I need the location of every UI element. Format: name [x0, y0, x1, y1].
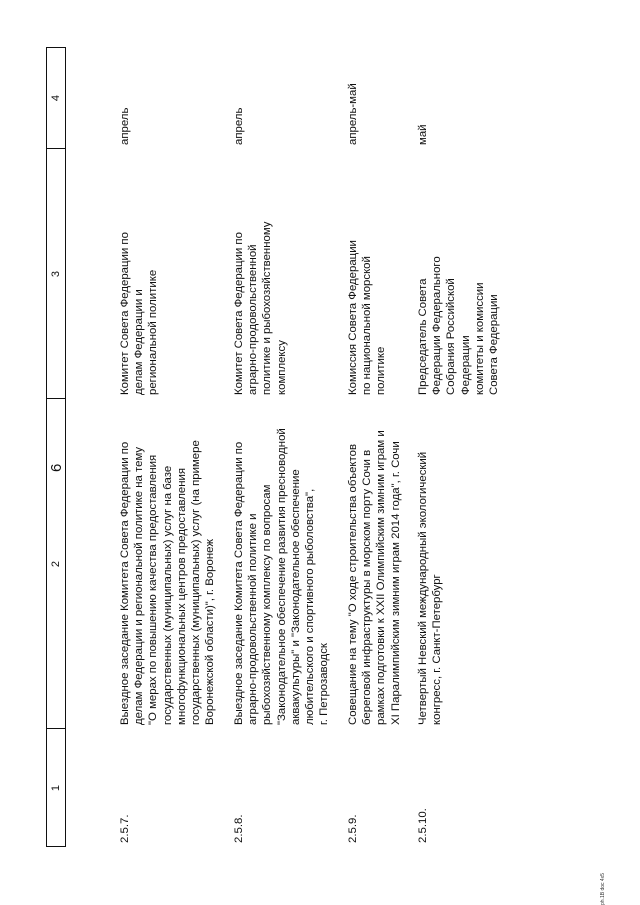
event-line: Четвертый Невский международный экологический — [417, 451, 429, 725]
event-line: многофункциональных центров предоставления — [175, 467, 188, 725]
event-line: аграрно-продовольственной политике и — [247, 513, 260, 725]
event-line: Совещание на тему "О ходе строительства объектов — [347, 443, 359, 725]
responsible-line: делам Федерации и — [133, 289, 146, 395]
responsible-line: региональной политике — [147, 269, 160, 395]
header-col-2: 2 — [50, 560, 62, 568]
responsible-line: комплексу — [275, 340, 288, 395]
header-col-4: 4 — [50, 94, 62, 102]
responsible-cell — [232, 180, 289, 395]
date-cell: май — [417, 124, 429, 145]
responsible-line: аграрно-продовольственной — [247, 244, 260, 395]
responsible-line: Федерации — [459, 335, 472, 395]
event-line: конгресс, г. Санкт-Петербург — [431, 574, 444, 725]
event-line: делам Федерации и региональной политике на тему — [133, 446, 146, 725]
responsible-line: Федерации Федерального — [431, 256, 444, 395]
row-number: 2.5.8. — [233, 814, 245, 843]
event-line: Выездное заседание Комитета Совета Федерации по — [119, 441, 131, 725]
event-line: "О мерах по повышению качества предоставления — [147, 454, 160, 725]
responsible-line: Комитет Совета Федерации по — [119, 232, 131, 395]
date-cell: апрель-май — [347, 83, 359, 145]
responsible-line: политике и рыбохозяйственному — [261, 221, 274, 395]
date-cell: апрель — [119, 107, 131, 145]
row-number: 2.5.9. — [347, 814, 359, 843]
event-cell — [416, 415, 444, 725]
responsible-line: Председатель Совета — [417, 278, 429, 395]
event-line: береговой инфраструктуры в морском порту Сочи в — [361, 449, 374, 725]
header-col-1: 1 — [50, 784, 62, 792]
responsible-cell — [416, 180, 501, 395]
responsible-cell — [346, 180, 389, 395]
event-line: "Законодательное обеспечение развития пресноводной — [275, 428, 288, 725]
event-line: XI Паралимпийским зимним играм 2014 года", г. Сочи — [389, 441, 402, 725]
responsible-line: Комиссия Совета Федерации — [347, 240, 359, 395]
responsible-line: Комитет Совета Федерации по — [233, 232, 245, 395]
footer-filename: ph.1B doc 4x5 — [600, 873, 606, 905]
header-col-3: 3 — [50, 270, 62, 278]
event-line: любительского и спортивного рыболовства", — [304, 488, 317, 725]
event-line: г. Петрозаводск — [318, 643, 331, 725]
event-cell — [118, 415, 217, 725]
event-line: рамках подготовки к XXII Олимпийским зимним играм и — [375, 430, 388, 725]
event-line: государственных (муниципальных) услуг на базе — [161, 465, 174, 725]
row-number: 2.5.7. — [119, 814, 131, 843]
event-cell — [346, 415, 403, 725]
responsible-line: Собрания Российской — [445, 278, 458, 395]
date-cell: апрель — [233, 107, 245, 145]
responsible-line: политике — [375, 346, 388, 395]
event-line: рыбохозяйственному комплексу по вопросам — [261, 484, 274, 725]
responsible-cell — [118, 180, 161, 395]
responsible-line: Совета Федерации — [488, 294, 501, 395]
event-line: Выездное заседание Комитета Совета Федерации по — [233, 441, 245, 725]
event-line: государственных (муниципальных) услуг (на примере — [190, 440, 203, 725]
page-number: 6 — [48, 463, 65, 472]
event-line: Воронежской области)", г. Воронеж — [204, 539, 217, 725]
responsible-line: по национальной морской — [361, 256, 374, 395]
event-line: аквакультуры" и "Законодательное обеспечение — [289, 469, 302, 725]
event-cell — [232, 415, 331, 725]
row-number: 2.5.10. — [417, 808, 429, 843]
responsible-line: комитеты и комиссии — [473, 282, 486, 395]
